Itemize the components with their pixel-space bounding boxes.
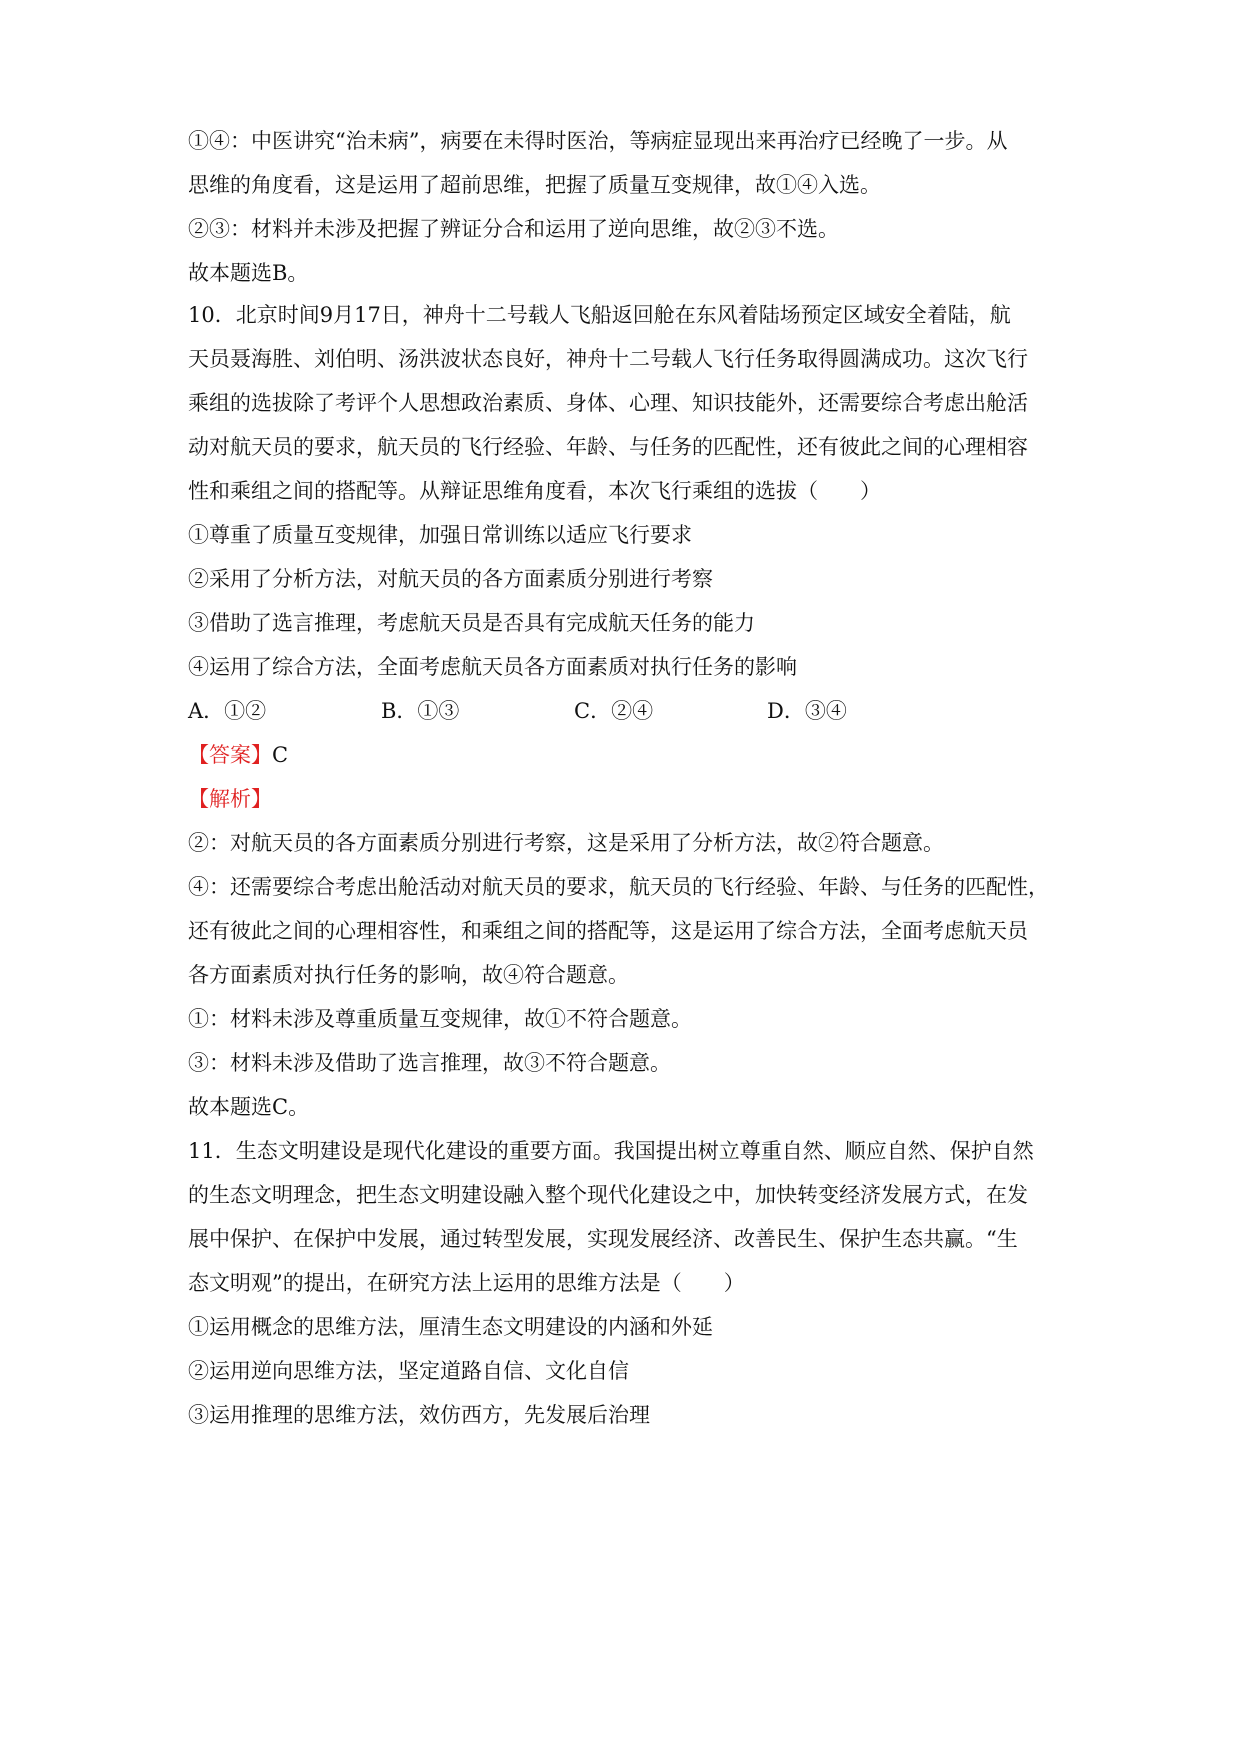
q10-analysis-line: ①：材料未涉及尊重质量互变规律，故①不符合题意。 (188, 1007, 692, 1031)
q10-item-4: ④运用了综合方法，全面考虑航天员各方面素质对执行任务的影响 (188, 655, 797, 679)
q11-stem-line: 态文明观”的提出，在研究方法上运用的思维方法是（ ） (188, 1271, 745, 1295)
q10-item-2: ②采用了分析方法，对航天员的各方面素质分别进行考察 (188, 567, 713, 591)
q10-analysis-line: 各方面素质对执行任务的影响，故④符合题意。 (188, 963, 629, 987)
q10-analysis-line: ③：材料未涉及借助了选言推理，故③不符合题意。 (188, 1051, 671, 1075)
prev-conclusion: 故本题选B。 (188, 261, 309, 285)
q11-stem-line: 11．生态文明建设是现代化建设的重要方面。我国提出树立尊重自然、顺应自然、保护自然 (188, 1139, 1034, 1163)
q10-stem-line: 乘组的选拔除了考评个人思想政治素质、身体、心理、知识技能外，还需要综合考虑出舱活 (188, 391, 1028, 415)
q10-conclusion: 故本题选C。 (188, 1095, 310, 1119)
q10-analysis-line: ②：对航天员的各方面素质分别进行考察，这是采用了分析方法，故②符合题意。 (188, 831, 944, 855)
answer-tag: 【答案】 (188, 743, 272, 767)
q10-stem-line: 动对航天员的要求，航天员的飞行经验、年龄、与任务的匹配性，还有彼此之间的心理相容 (188, 435, 1028, 459)
option-a: A．①② (188, 699, 267, 723)
q10-stem-line: 10．北京时间9月17日，神舟十二号载人飞船返回舱在东风着陆场预定区域安全着陆，航 (188, 303, 1011, 327)
option-b: B．①③ (381, 699, 460, 723)
q10-stem-line: 天员聂海胜、刘伯明、汤洪波状态良好，神舟十二号载人飞行任务取得圆满成功。这次飞行 (188, 347, 1028, 371)
q10-item-3: ③借助了选言推理，考虑航天员是否具有完成航天任务的能力 (188, 611, 755, 635)
q11-item-1: ①运用概念的思维方法，厘清生态文明建设的内涵和外延 (188, 1315, 713, 1339)
q10-answer (188, 740, 1068, 770)
analysis-tag: 【解析】 (188, 787, 272, 811)
q11-stem-line: 的生态文明理念，把生态文明建设融入整个现代化建设之中，加快转变经济发展方式，在发 (188, 1183, 1028, 1207)
option-c: C．②④ (574, 699, 654, 723)
prev-analysis-line: ①④：中医讲究“治未病”，病要在未得时医治，等病症显现出来再治疗已经晚了一步。从 (188, 129, 1008, 153)
q10-analysis-line: ④：还需要综合考虑出舱活动对航天员的要求，航天员的飞行经验、年龄、与任务的匹配性， (188, 875, 1049, 899)
prev-analysis-line: 思维的角度看，这是运用了超前思维，把握了质量互变规律，故①④入选。 (188, 173, 881, 197)
q10-stem-line: 性和乘组之间的搭配等。从辩证思维角度看，本次飞行乘组的选拔（ ） (188, 479, 881, 503)
q11-item-3: ③运用推理的思维方法，效仿西方，先发展后治理 (188, 1403, 650, 1427)
answer-value: C (272, 743, 289, 767)
q10-analysis-line: 还有彼此之间的心理相容性，和乘组之间的搭配等，这是运用了综合方法，全面考虑航天员 (188, 919, 1028, 943)
prev-analysis-line: ②③：材料并未涉及把握了辨证分合和运用了逆向思维，故②③不选。 (188, 217, 839, 241)
q11-item-2: ②运用逆向思维方法，坚定道路自信、文化自信 (188, 1359, 629, 1383)
q11-stem-line: 展中保护、在保护中发展，通过转型发展，实现发展经济、改善民生、保护生态共赢。“生 (188, 1227, 1018, 1251)
option-d: D．③④ (767, 699, 847, 723)
q10-item-1: ①尊重了质量互变规律，加强日常训练以适应飞行要求 (188, 523, 692, 547)
